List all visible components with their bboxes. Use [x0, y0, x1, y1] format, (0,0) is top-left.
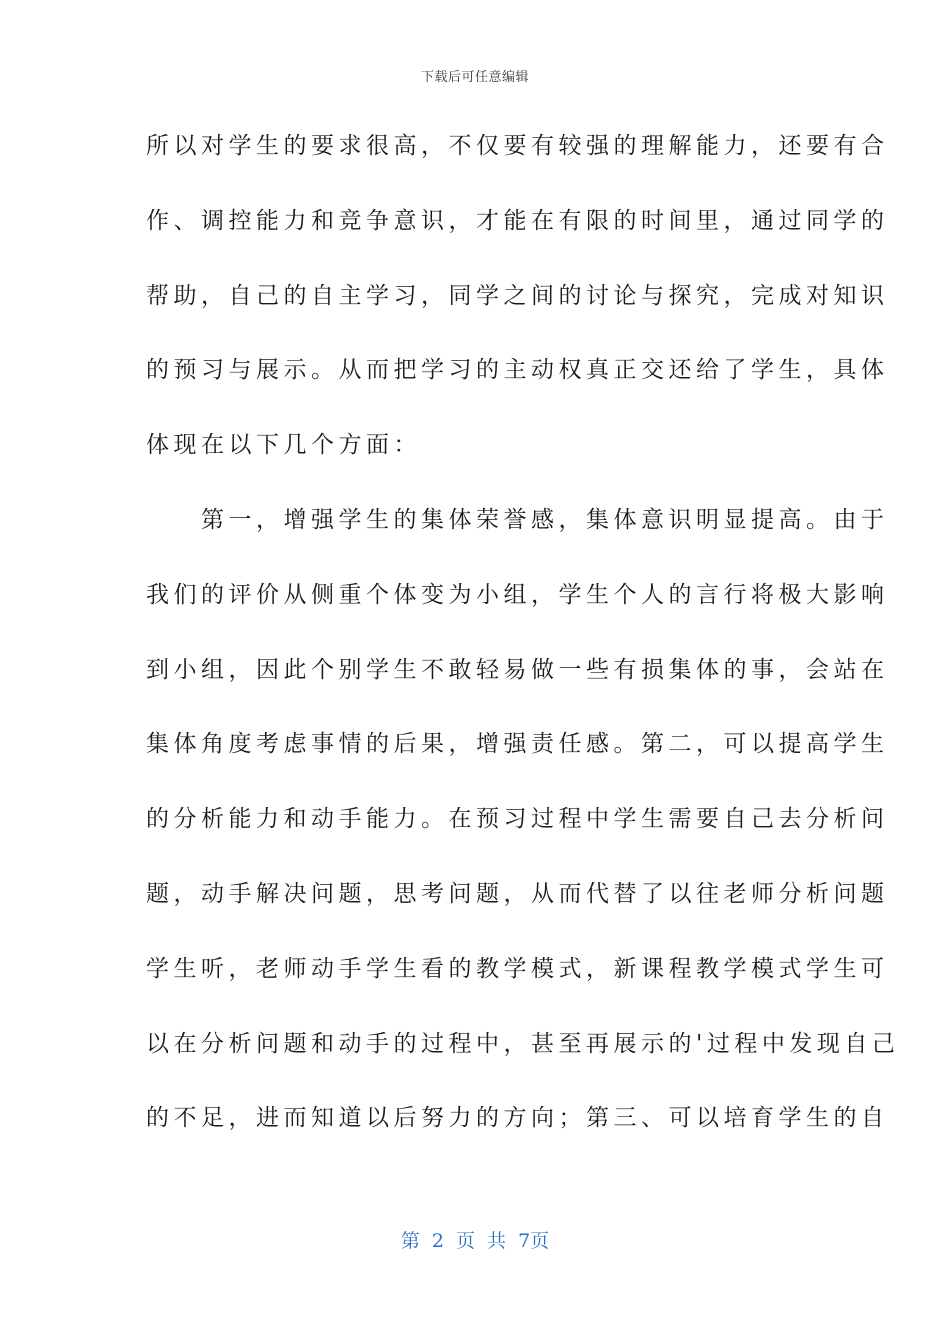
- paragraph-line: 集体角度考虑事情的后果，增强责任感。第二，可以提高学生: [146, 731, 889, 757]
- page-header: 下载后可任意编辑: [420, 70, 529, 85]
- paragraph-line: 所以对学生的要求很高，不仅要有较强的理解能力，还要有合: [146, 133, 889, 159]
- paragraph-line: 的分析能力和动手能力。在预习过程中学生需要自己去分析问: [146, 806, 889, 832]
- page-number-footer: 第 2 页 共 7页: [400, 1230, 550, 1252]
- paragraph-line: 的不足，进而知道以后努力的方向；第三、可以培育学生的自: [146, 1105, 889, 1131]
- paragraph-line: 题，动手解决问题，思考问题，从而代替了以往老师分析问题: [146, 881, 889, 907]
- paragraph-line: 帮助，自己的自主学习，同学之间的讨论与探究，完成对知识: [146, 283, 889, 309]
- paragraph-line: 的预习与展示。从而把学习的主动权真正交还给了学生，具体: [146, 357, 889, 383]
- paragraph-line: 体现在以下几个方面：: [146, 432, 421, 458]
- paragraph-line: 到小组，因此个别学生不敢轻易做一些有损集体的事，会站在: [146, 657, 889, 683]
- paragraph-line: 我们的评价从侧重个体变为小组，学生个人的言行将极大影响: [146, 582, 889, 608]
- paragraph-line: 作、调控能力和竞争意识，才能在有限的时间里，通过同学的: [146, 208, 889, 234]
- paragraph-line: 第一，增强学生的集体荣誉感，集体意识明显提高。由于: [146, 507, 889, 533]
- paragraph-line: 学生听，老师动手学生看的教学模式，新课程教学模式学生可: [146, 956, 889, 982]
- paragraph-line: 以在分析问题和动手的过程中，甚至再展示的'过程中发现自己: [146, 1031, 900, 1057]
